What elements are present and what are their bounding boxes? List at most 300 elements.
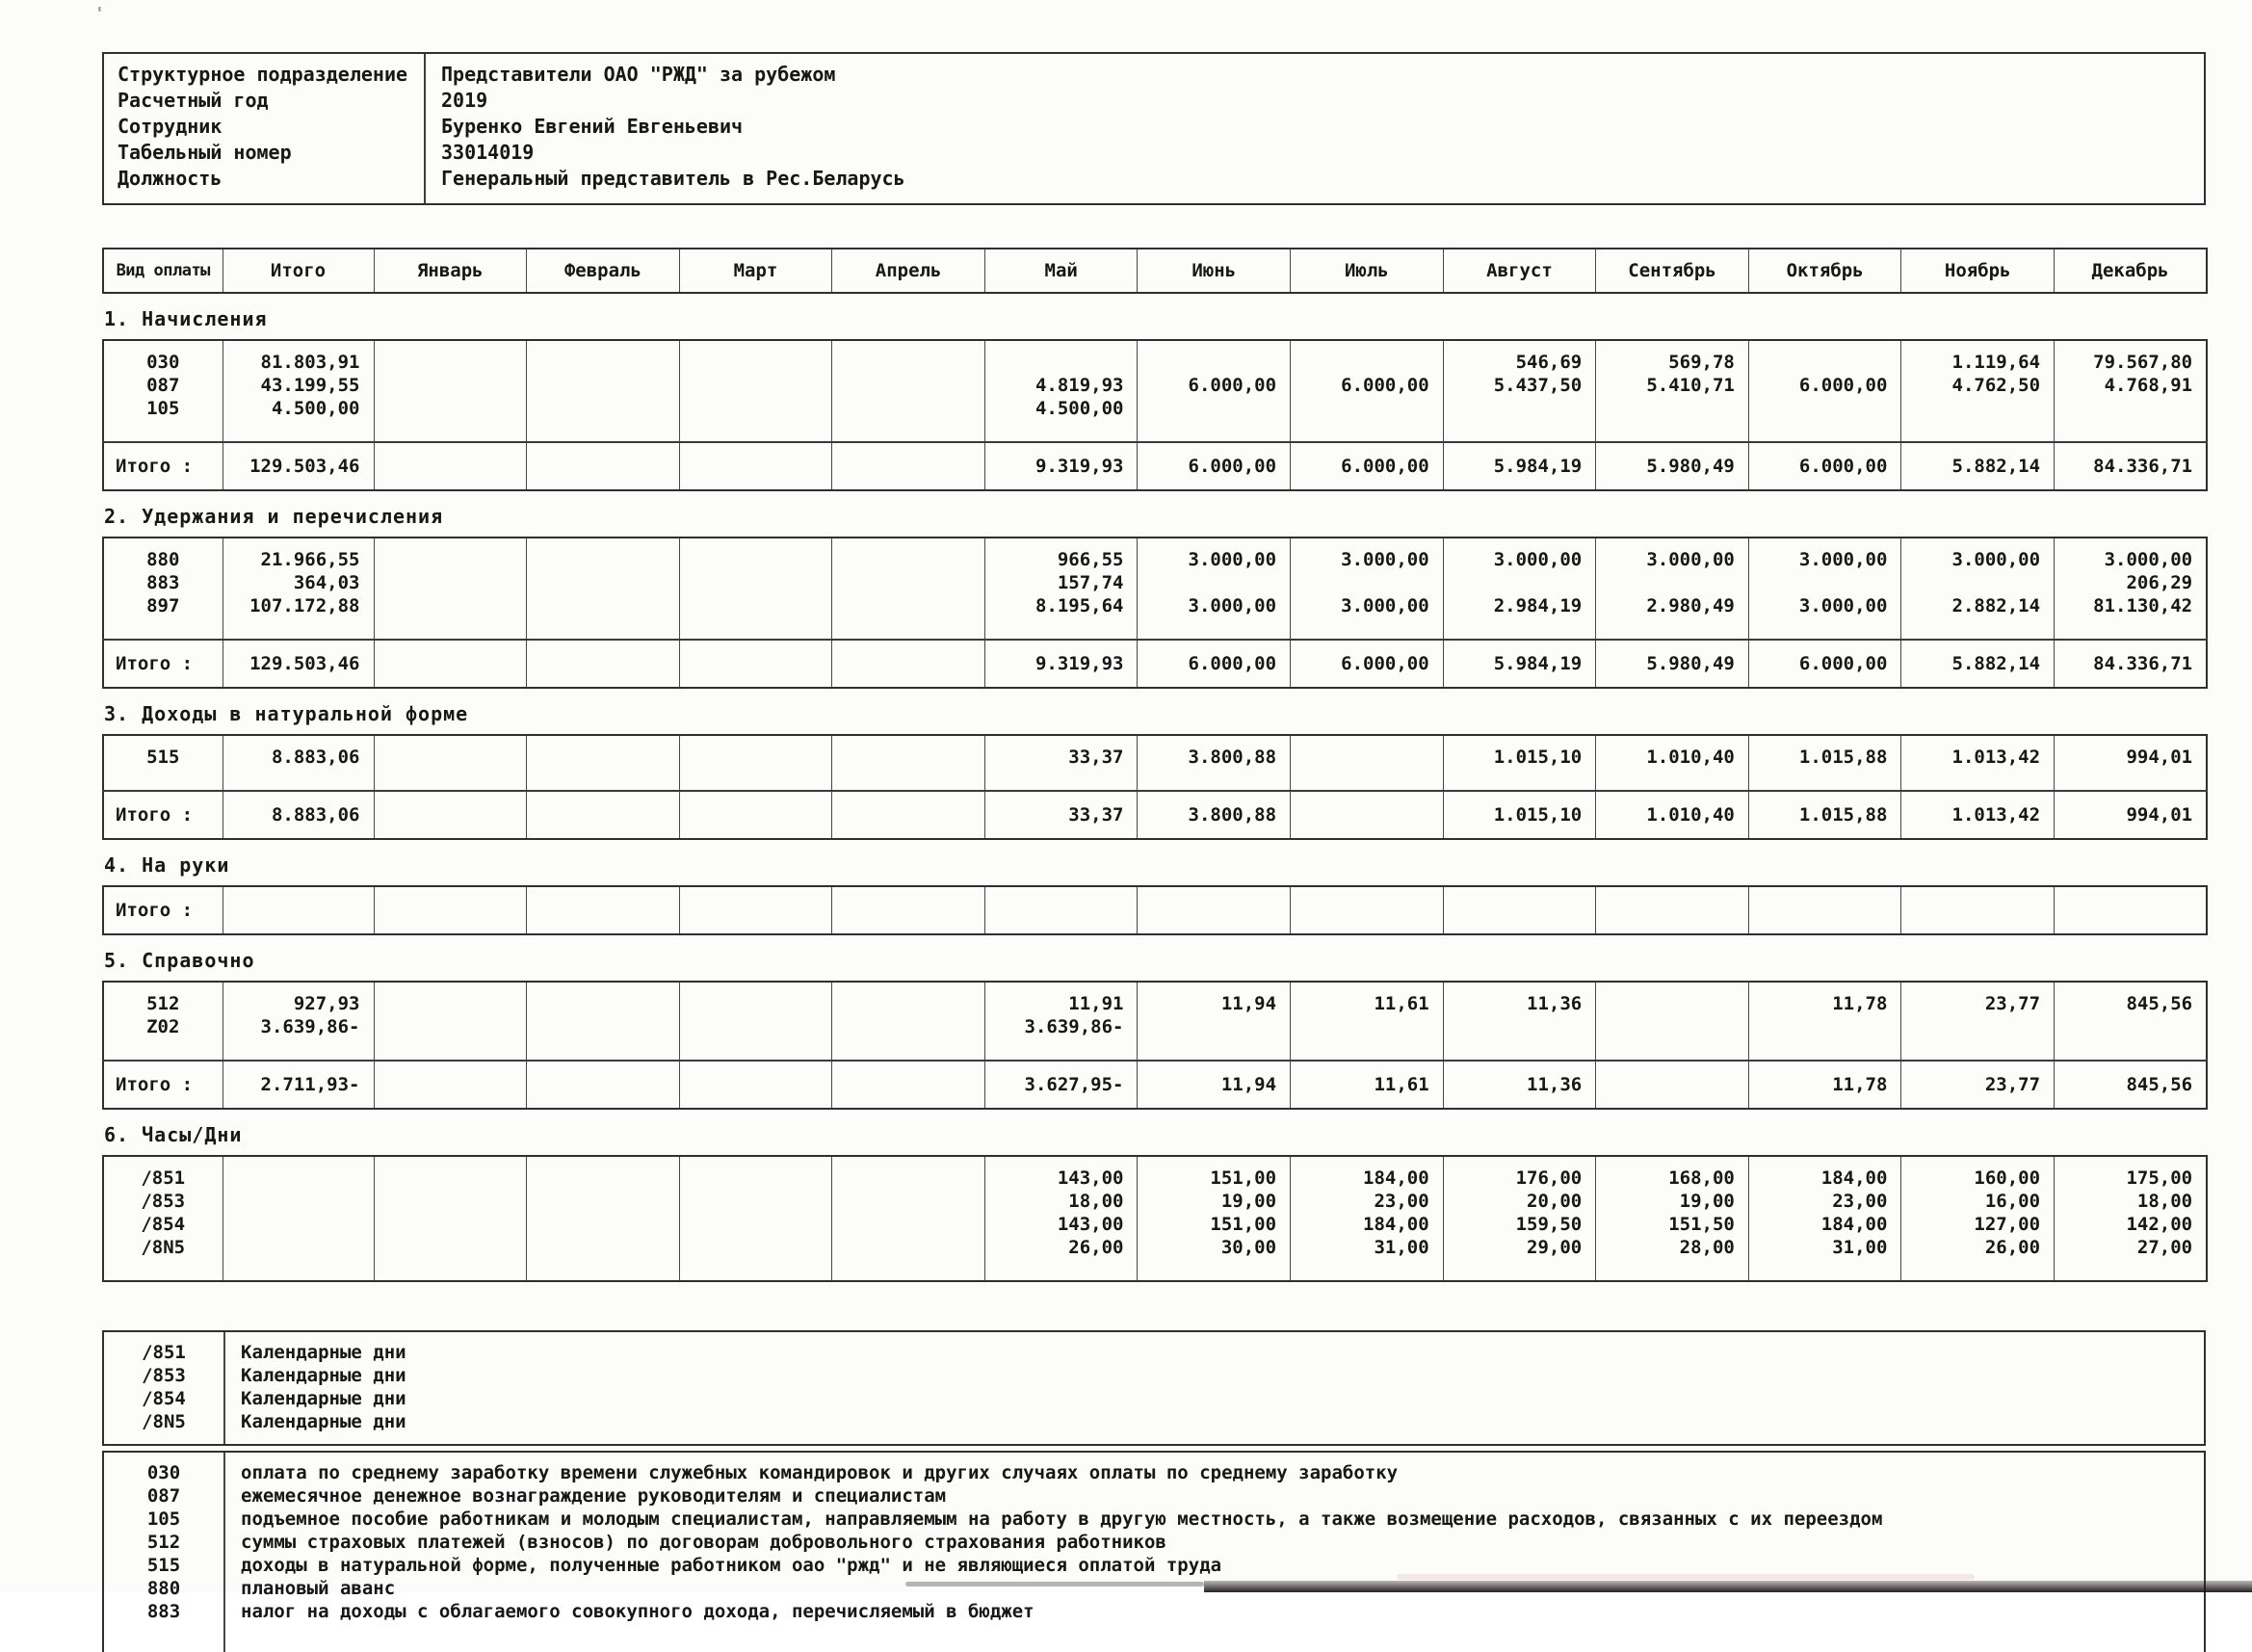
totals-value	[374, 791, 527, 839]
legend-root	[102, 1330, 2206, 1652]
table-row	[103, 982, 2207, 1015]
cell-code: /853	[103, 1190, 223, 1213]
info-value: Представители ОАО "РЖД" за рубежом	[441, 63, 836, 86]
column-header: Январь	[374, 249, 527, 293]
cell-value: 4.819,93	[984, 374, 1138, 397]
section-title: 3. Доходы в натуральной форме	[104, 702, 469, 725]
column-header: Итого	[223, 249, 374, 293]
cell-value	[1291, 340, 1444, 374]
cell-value: 206,29	[2055, 571, 2208, 594]
cell-value	[832, 594, 985, 640]
legend-row	[104, 1461, 2204, 1484]
cell-value: 33,37	[984, 735, 1138, 791]
legend-divider	[223, 1453, 225, 1652]
legend-code: /853	[142, 1365, 186, 1386]
cell-value: 2.984,19	[1443, 594, 1596, 640]
legend-code: 883	[146, 1601, 181, 1622]
cell-value: 6.000,00	[1748, 374, 1901, 397]
cell-code: 512	[103, 982, 223, 1015]
cell-value	[1748, 340, 1901, 374]
cell-value: 3.000,00	[1901, 538, 2055, 571]
cell-value	[1291, 1015, 1444, 1061]
totals-row	[103, 640, 2207, 688]
cell-value: 11,61	[1291, 982, 1444, 1015]
section-title: 5. Справочно	[104, 949, 255, 972]
legend-code: 030	[146, 1462, 181, 1483]
totals-value: 6.000,00	[1291, 442, 1444, 490]
cell-code: 883	[103, 571, 223, 594]
cell-value	[374, 1156, 527, 1190]
info-label: Должность	[118, 167, 223, 190]
totals-value: 5.980,49	[1596, 442, 1749, 490]
totals-label: Итого :	[103, 886, 223, 934]
legend-text: налог на доходы с облагаемого совокупного дохода, перечисляемый в бюджет	[241, 1601, 1034, 1622]
cell-value: 3.639,86-	[984, 1015, 1138, 1061]
section-title: 1. Начисления	[104, 307, 268, 330]
legend-code: 105	[146, 1508, 181, 1530]
scan-smudge	[1204, 1581, 2252, 1592]
cell-value	[679, 982, 832, 1015]
totals-value: 6.000,00	[1138, 442, 1291, 490]
legend-text: плановый аванс	[241, 1578, 396, 1599]
cell-value: 143,00	[984, 1213, 1138, 1236]
cell-value: 3.000,00	[1748, 538, 1901, 571]
cell-value: 1.015,10	[1443, 735, 1596, 791]
cell-code: 515	[103, 735, 223, 791]
cell-value: 6.000,00	[1138, 374, 1291, 397]
cell-value: 4.768,91	[2055, 374, 2208, 397]
cell-value: 176,00	[1443, 1156, 1596, 1190]
cell-value: 1.119,64	[1901, 340, 2055, 374]
payslip-content	[102, 52, 2206, 1652]
cell-value: 4.500,00	[984, 397, 1138, 442]
cell-value	[679, 571, 832, 594]
totals-value	[527, 640, 680, 688]
cell-value	[527, 982, 680, 1015]
totals-value	[374, 640, 527, 688]
cell-value	[679, 1190, 832, 1213]
cell-value	[679, 374, 832, 397]
cell-code: 030	[103, 340, 223, 374]
cell-value: 26,00	[984, 1236, 1138, 1281]
legend-row	[104, 1341, 2204, 1364]
cell-value	[223, 1213, 374, 1236]
column-header: Декабрь	[2055, 249, 2208, 293]
cell-value	[679, 397, 832, 442]
totals-row	[103, 442, 2207, 490]
cell-value	[1443, 397, 1596, 442]
cell-value: 28,00	[1596, 1236, 1749, 1281]
legend-row	[104, 1364, 2204, 1387]
totals-value	[1291, 791, 1444, 839]
totals-value	[984, 886, 1138, 934]
totals-value: 5.984,19	[1443, 442, 1596, 490]
legend-text: подъемное пособие работникам и молодым специалистам, направляемым на работу в другую местность, а также возмещение расходов, связанных с их переездом	[241, 1508, 1883, 1530]
cell-value	[1138, 340, 1291, 374]
cell-value	[679, 1156, 832, 1190]
cell-value	[527, 397, 680, 442]
cell-value: 18,00	[984, 1190, 1138, 1213]
cell-value	[832, 340, 985, 374]
cell-value: 23,77	[1901, 982, 2055, 1015]
totals-value: 5.980,49	[1596, 640, 1749, 688]
totals-value: 5.882,14	[1901, 442, 2055, 490]
cell-value: 2.980,49	[1596, 594, 1749, 640]
legend-text: ежемесячное денежное вознаграждение руководителям и специалистам	[241, 1485, 947, 1507]
cell-value	[374, 1190, 527, 1213]
table-root	[102, 248, 2206, 1282]
cell-value: 184,00	[1291, 1213, 1444, 1236]
cell-value: 3.000,00	[1596, 538, 1749, 571]
cell-value: 3.000,00	[1138, 538, 1291, 571]
scan-smudge	[905, 1582, 1204, 1586]
cell-value	[374, 374, 527, 397]
cell-value: 5.437,50	[1443, 374, 1596, 397]
cell-value	[1443, 571, 1596, 594]
cell-value: 4.762,50	[1901, 374, 2055, 397]
section-table-2	[102, 537, 2208, 689]
totals-value: 84.336,71	[2055, 640, 2208, 688]
totals-value: 11,36	[1443, 1061, 1596, 1109]
info-label: Сотрудник	[118, 115, 223, 138]
totals-value	[832, 1061, 985, 1109]
section-title: 2. Удержания и перечисления	[104, 505, 444, 528]
cell-value: 23,00	[1291, 1190, 1444, 1213]
cell-value	[223, 1190, 374, 1213]
cell-value: 364,03	[223, 571, 374, 594]
section-table-4	[102, 885, 2208, 935]
totals-value: 84.336,71	[2055, 442, 2208, 490]
legend-code: 512	[146, 1532, 181, 1553]
info-value: Генеральный представитель в Рес.Беларусь	[441, 167, 905, 190]
columns-header-row	[103, 249, 2207, 293]
totals-value: 1.010,40	[1596, 791, 1749, 839]
totals-value	[2055, 886, 2208, 934]
totals-value: 1.013,42	[1901, 791, 2055, 839]
totals-value	[527, 886, 680, 934]
cell-value: 4.500,00	[223, 397, 374, 442]
cell-value	[1138, 1015, 1291, 1061]
cell-value: 927,93	[223, 982, 374, 1015]
cell-value: 184,00	[1291, 1156, 1444, 1190]
cell-value	[2055, 397, 2208, 442]
totals-value	[1138, 886, 1291, 934]
totals-value	[374, 1061, 527, 1109]
cell-value	[832, 982, 985, 1015]
totals-row	[103, 791, 2207, 839]
column-header: Октябрь	[1748, 249, 1901, 293]
section-title: 6. Часы/Дни	[104, 1123, 243, 1146]
totals-value: 3.627,95-	[984, 1061, 1138, 1109]
cell-value	[1596, 982, 1749, 1015]
cell-value: 184,00	[1748, 1156, 1901, 1190]
cell-value: 127,00	[1901, 1213, 2055, 1236]
cell-value	[1596, 1015, 1749, 1061]
totals-value	[679, 886, 832, 934]
cell-value	[527, 340, 680, 374]
cell-value	[832, 1015, 985, 1061]
totals-value: 6.000,00	[1291, 640, 1444, 688]
cell-value	[1901, 1015, 2055, 1061]
cell-code: /854	[103, 1213, 223, 1236]
cell-value	[527, 1190, 680, 1213]
column-header: Июль	[1291, 249, 1444, 293]
info-box	[102, 52, 2206, 205]
info-divider	[424, 54, 426, 203]
legend-code: /854	[142, 1388, 186, 1409]
totals-value: 5.984,19	[1443, 640, 1596, 688]
cell-value	[832, 735, 985, 791]
cell-code: 105	[103, 397, 223, 442]
legend-row	[104, 1600, 2204, 1623]
totals-value	[679, 640, 832, 688]
cell-value	[832, 1190, 985, 1213]
totals-row	[103, 886, 2207, 934]
cell-value: 3.000,00	[1748, 594, 1901, 640]
cell-value	[374, 1236, 527, 1281]
column-header: Вид оплаты	[103, 249, 223, 293]
scan-smudge	[1397, 1574, 1975, 1580]
table-row	[103, 397, 2207, 442]
cell-value	[832, 538, 985, 571]
totals-value	[832, 791, 985, 839]
cell-value: 16,00	[1901, 1190, 2055, 1213]
totals-value: 33,37	[984, 791, 1138, 839]
cell-value	[832, 374, 985, 397]
cell-value: 3.639,86-	[223, 1015, 374, 1061]
totals-value: 845,56	[2055, 1061, 2208, 1109]
cell-code: /851	[103, 1156, 223, 1190]
cell-value	[223, 1156, 374, 1190]
cell-value: 546,69	[1443, 340, 1596, 374]
totals-value	[832, 886, 985, 934]
table-row	[103, 571, 2207, 594]
totals-value: 9.319,93	[984, 640, 1138, 688]
cell-value	[984, 340, 1138, 374]
cell-value: 3.000,00	[1291, 538, 1444, 571]
legend-days-box	[102, 1330, 2206, 1446]
cell-value	[1901, 571, 2055, 594]
cell-value: 18,00	[2055, 1190, 2208, 1213]
cell-value	[527, 374, 680, 397]
cell-value: 11,78	[1748, 982, 1901, 1015]
cell-value	[1748, 397, 1901, 442]
cell-code: Z02	[103, 1015, 223, 1061]
cell-value: 20,00	[1443, 1190, 1596, 1213]
legend-code: /8N5	[142, 1411, 186, 1432]
cell-value	[527, 1236, 680, 1281]
cell-value	[679, 340, 832, 374]
totals-value: 994,01	[2055, 791, 2208, 839]
cell-value: 8.195,64	[984, 594, 1138, 640]
cell-code: 087	[103, 374, 223, 397]
totals-value: 129.503,46	[223, 640, 374, 688]
cell-value: 151,00	[1138, 1156, 1291, 1190]
cell-value	[1748, 571, 1901, 594]
totals-value	[1748, 886, 1901, 934]
cell-value: 11,91	[984, 982, 1138, 1015]
scan-mark	[94, 4, 105, 24]
table-row	[103, 340, 2207, 374]
cell-value	[527, 571, 680, 594]
cell-value: 966,55	[984, 538, 1138, 571]
section-table-3	[102, 734, 2208, 840]
cell-value: 175,00	[2055, 1156, 2208, 1190]
cell-value: 11,94	[1138, 982, 1291, 1015]
cell-value: 151,50	[1596, 1213, 1749, 1236]
cell-value: 43.199,55	[223, 374, 374, 397]
cell-value	[374, 1213, 527, 1236]
cell-value	[1596, 397, 1749, 442]
cell-value: 31,00	[1748, 1236, 1901, 1281]
info-label: Табельный номер	[118, 141, 292, 164]
cell-value: 1.010,40	[1596, 735, 1749, 791]
cell-value	[679, 1236, 832, 1281]
cell-value	[223, 1236, 374, 1281]
cell-value	[527, 538, 680, 571]
cell-value	[679, 1213, 832, 1236]
legend-divider	[223, 1332, 225, 1444]
totals-value	[1596, 886, 1749, 934]
cell-value	[374, 1015, 527, 1061]
cell-value	[374, 735, 527, 791]
totals-value: 2.711,93-	[223, 1061, 374, 1109]
cell-value: 3.000,00	[1291, 594, 1444, 640]
totals-label: Итого :	[103, 442, 223, 490]
cell-value	[1596, 571, 1749, 594]
legend-text: Календарные дни	[241, 1388, 406, 1409]
column-header: Сентябрь	[1596, 249, 1749, 293]
totals-value	[527, 791, 680, 839]
cell-value: 160,00	[1901, 1156, 2055, 1190]
section-table-1	[102, 339, 2208, 491]
cell-value: 5.410,71	[1596, 374, 1749, 397]
cell-value	[832, 1236, 985, 1281]
section-table-6	[102, 1155, 2208, 1282]
cell-value: 157,74	[984, 571, 1138, 594]
totals-value	[679, 442, 832, 490]
table-row	[103, 735, 2207, 791]
table-row	[103, 374, 2207, 397]
cell-value	[374, 571, 527, 594]
totals-value: 6.000,00	[1138, 640, 1291, 688]
totals-value	[679, 1061, 832, 1109]
cell-value: 27,00	[2055, 1236, 2208, 1281]
cell-value: 184,00	[1748, 1213, 1901, 1236]
totals-value	[1291, 886, 1444, 934]
cell-value: 3.000,00	[1138, 594, 1291, 640]
section-title: 4. На руки	[104, 853, 230, 877]
totals-value: 5.882,14	[1901, 640, 2055, 688]
legend-row	[104, 1484, 2204, 1508]
legend-text: Календарные дни	[241, 1342, 406, 1363]
column-header: Август	[1443, 249, 1596, 293]
cell-value: 3.000,00	[1443, 538, 1596, 571]
totals-value: 23,77	[1901, 1061, 2055, 1109]
totals-value: 9.319,93	[984, 442, 1138, 490]
cell-value: 845,56	[2055, 982, 2208, 1015]
cell-value	[374, 538, 527, 571]
cell-value	[374, 397, 527, 442]
cell-value	[1138, 397, 1291, 442]
legend-codes-box	[102, 1451, 2206, 1652]
cell-value: 6.000,00	[1291, 374, 1444, 397]
cell-value: 19,00	[1138, 1190, 1291, 1213]
legend-text: оплата по среднему заработку времени служебных командировок и других случаях оплаты по среднему заработку	[241, 1462, 1399, 1483]
cell-code: 897	[103, 594, 223, 640]
cell-value: 151,00	[1138, 1213, 1291, 1236]
cell-value	[832, 1156, 985, 1190]
cell-value	[1291, 571, 1444, 594]
legend-text: суммы страховых платежей (взносов) по договорам добровольного страхования работников	[241, 1532, 1166, 1553]
cell-value	[679, 735, 832, 791]
cell-value	[374, 594, 527, 640]
table-row	[103, 1213, 2207, 1236]
cell-value: 19,00	[1596, 1190, 1749, 1213]
totals-value	[1596, 1061, 1749, 1109]
legend-row	[104, 1531, 2204, 1554]
totals-value	[527, 1061, 680, 1109]
cell-value	[1748, 1015, 1901, 1061]
cell-value: 11,36	[1443, 982, 1596, 1015]
totals-value: 8.883,06	[223, 791, 374, 839]
totals-value: 11,78	[1748, 1061, 1901, 1109]
legend-code: 087	[146, 1485, 181, 1507]
column-header: Март	[679, 249, 832, 293]
cell-value: 30,00	[1138, 1236, 1291, 1281]
column-header: Май	[984, 249, 1138, 293]
columns-header-table	[102, 248, 2208, 294]
cell-value: 159,50	[1443, 1213, 1596, 1236]
table-row	[103, 594, 2207, 640]
legend-code: 515	[146, 1555, 181, 1576]
totals-value: 6.000,00	[1748, 442, 1901, 490]
totals-value: 129.503,46	[223, 442, 374, 490]
info-value: 33014019	[441, 141, 535, 164]
cell-value: 168,00	[1596, 1156, 1749, 1190]
cell-value: 1.015,88	[1748, 735, 1901, 791]
totals-value: 11,61	[1291, 1061, 1444, 1109]
cell-value: 994,01	[2055, 735, 2208, 791]
cell-value	[527, 594, 680, 640]
totals-label: Итого :	[103, 640, 223, 688]
legend-row	[104, 1410, 2204, 1433]
cell-value	[374, 982, 527, 1015]
totals-value	[1443, 886, 1596, 934]
cell-value	[1138, 571, 1291, 594]
cell-value	[527, 1156, 680, 1190]
totals-row	[103, 1061, 2207, 1109]
totals-value: 1.015,10	[1443, 791, 1596, 839]
cell-code: 880	[103, 538, 223, 571]
cell-value	[1443, 1015, 1596, 1061]
cell-value	[374, 340, 527, 374]
cell-value: 1.013,42	[1901, 735, 2055, 791]
legend-row	[104, 1508, 2204, 1531]
cell-value: 31,00	[1291, 1236, 1444, 1281]
legend-text: Календарные дни	[241, 1365, 406, 1386]
cell-value: 143,00	[984, 1156, 1138, 1190]
cell-value	[832, 1213, 985, 1236]
cell-value	[527, 735, 680, 791]
cell-value: 142,00	[2055, 1213, 2208, 1236]
cell-value	[2055, 1015, 2208, 1061]
totals-value	[679, 791, 832, 839]
cell-value: 3.800,88	[1138, 735, 1291, 791]
totals-value	[832, 442, 985, 490]
table-row	[103, 1190, 2207, 1213]
cell-value	[679, 538, 832, 571]
